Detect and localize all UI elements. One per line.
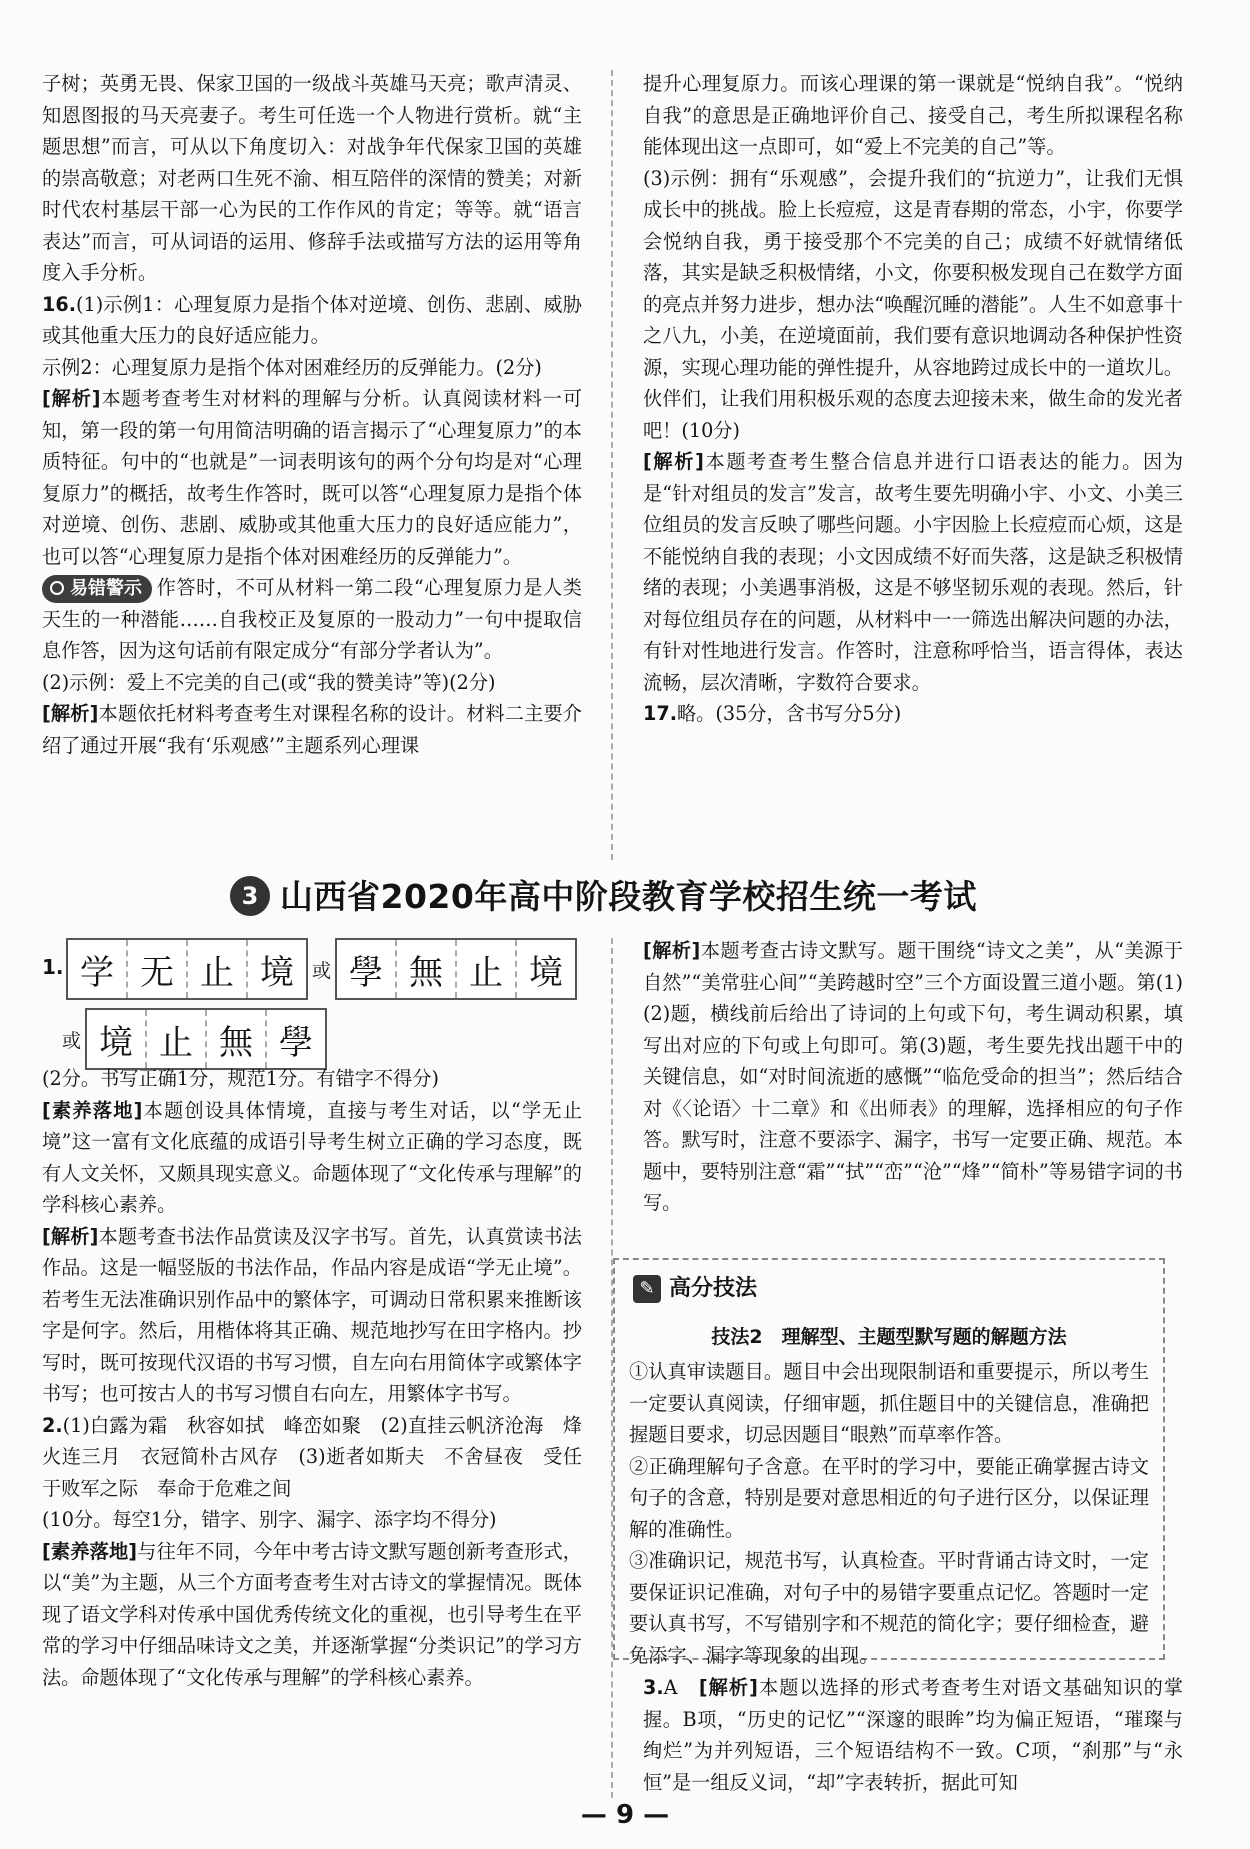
q17-answer (643, 698, 1183, 730)
q16-warning (42, 572, 582, 667)
analysis-tag: [解析] (698, 1676, 758, 1699)
q1-literacy (42, 1095, 582, 1221)
analysis-tag: [解析] (42, 1224, 99, 1248)
tip-point-3: ③准确识记，规范书写，认真检查。平时背诵古诗文时，一定要保证识记准确，对句子中的易错字要重点记忆。答题时一定要认真书写，不写错别字和不规范的简化字；要仔细检查，避免添字、漏字等现象的出现。 (629, 1549, 1149, 1667)
tip-box (613, 1258, 1165, 1667)
or-label: 或 (312, 959, 332, 982)
q1-literacy-text: 本题创设具体情境，直接与考生对话，以“学无止境”这一富有文化底蕴的成语引导考生树立正确的学习态度，既有人文关怀，又颇具现实意义。命题体现了“文化传承与理解”的学科核心素养。 (42, 1098, 583, 1216)
tip-header-label: 高分技法 (669, 1276, 758, 1301)
grid-cell: 境 (87, 1010, 147, 1068)
grid-cell: 學 (337, 940, 397, 998)
analysis-tag: [解析] (643, 450, 704, 473)
tip-point-1: ①认真审读题目。题目中会出现限制语和重要提示，所以考生一定要认真阅读，仔细审题，抓住题目中的关键信息，准确把握题目要求，切忌因题目“眼熟”而草率作答。 (629, 1360, 1149, 1446)
grid-cell: 止 (457, 940, 517, 998)
q2-analysis-text: 本题考查古诗文默写。题干围绕“诗文之美”，从“美源于自然”“美常驻心间”“美跨越时空”三个方面设置三道小题。第(1)(2)题，横线前后给出了诗词的上句或下句，考生调动积累，填写出对应的下句或上句即可。第(3)题，考生要先找出题干中的关键信息，如“对时间流逝的感慨”“临危受命的担当”；然后结合对《〈论语〉十二章》和《出师表》的理解，选择相应的句子作答。默写时，注意不要添字、漏字，书写一定要正确、规范。本题中，要特别注意“霜”“拭”“峦”“沧”“烽”“简朴”等易错字词的书写。 (643, 939, 1183, 1214)
q16-analysis (42, 383, 582, 572)
q2-score: (10分。每空1分，错字、别字、漏字、添字均不得分) (42, 1508, 497, 1531)
warning-label: 易错警示 (70, 578, 142, 599)
section-banner (230, 876, 1010, 926)
grid-cell: 无 (128, 940, 188, 998)
pin-icon (50, 581, 64, 595)
analysis-tag: [解析] (42, 387, 101, 410)
q3-number: 3. (643, 1676, 664, 1699)
q2-literacy-text: 与往年不同，今年中考古诗文默写题创新考查形式，以“美”为主题，从三个方面考查考生对古诗文的掌握情况。既体现了语文学科对传承中国优秀传统文化的重视，也引导考生在平常的学习中仔细品味诗文之美，并逐渐掌握“分类识记”的学习方法。命题体现了“文化传承与理解”的学科核心素养。 (42, 1539, 582, 1689)
q17-text: 略。(35分，含书写分5分) (677, 702, 902, 725)
q1-grid-row-2 (58, 1008, 327, 1070)
q17-number: 17. (643, 702, 677, 725)
grid-cell: 學 (267, 1010, 325, 1068)
q16-analysis-2-text: 本题依托材料考查考生对课程名称的设计。材料二主要介绍了通过开展“我有‘乐观感’”主题系列心理课 (42, 702, 582, 757)
literacy-tag: [素养落地] (42, 1098, 143, 1122)
tianzige-simplified (66, 938, 308, 1000)
q1-analysis (42, 1221, 582, 1410)
q3-analysis-text: 本题以选择的形式考查考生对语文基础知识的掌握。B项，“历史的记忆”“深邃的眼眸”均为偏正短语，“璀璨与绚烂”为并列短语，三个短语结构不一致。C项，“刹那”与“永恒”是一组反义词，“却”字表转折，据此可知 (643, 1676, 1184, 1794)
q16-analysis-3 (643, 446, 1183, 698)
q2-number: 2. (42, 1413, 63, 1437)
q16-analysis-3-text: 本题考查考生整合信息并进行口语表达的能力。因为是“针对组员的发言”发言，故考生要先明确小宇、小文、小美三位组员的发言反映了哪些问题。小宇因脸上长痘痘而心烦，这是不能悦纳自我的表现；小文因成绩不好而失落，这是缺乏积极情绪的表现；小美遇事消极，这是不够坚韧乐观的表现。然后，针对每位组员存在的问题，从材料中一一筛选出解决问题的办法，有针对性地进行发言。作答时，注意称呼恰当，语言得体，表达流畅，层次清晰，字数符合要求。 (643, 450, 1184, 694)
grid-cell: 止 (147, 1010, 207, 1068)
grid-cell: 無 (397, 940, 457, 998)
q16-answer-3: (3)示例：拥有“乐观感”，会提升我们的“抗逆力”，让我们无惧成长中的挑战。脸上长痘痘，这是青春期的常态，小宇，你要学会悦纳自我，勇于接受那个不完美的自己；成绩不好就情绪低落，其实是缺乏积极情绪，小文，你要积极发现自己在数学方面的亮点并努力进步，想办法“唤醒沉睡的潜能”。人生不如意事十之八九，小美，在逆境面前，我们要有意识地调动各种保护性资源，实现心理功能的弹性提升，从容地跨过成长中的一道坎儿。伙伴们，让我们用积极乐观的态度去迎接未来，做生命的发光者吧！(10分) (643, 166, 1183, 442)
tip-point-2: ②正确理解句子含意。在平时的学习中，要能正确掌握古诗文句子的含意，特别是要对意思相近的句子进行区分，以保证理解的准确性。 (629, 1454, 1149, 1541)
q1-grid-row-1 (66, 938, 577, 1000)
q16-answer-1 (42, 289, 582, 352)
continued-paragraph: 子树；英勇无畏、保家卫国的一级战斗英雄马天亮；歌声清灵、知恩图报的马天亮妻子。考生可任选一个人物进行赏析。就“主题思想”而言，可从以下角度切入：对战争年代保家卫国的英雄的崇高敬意；对老两口生死不渝、相互陪伴的深情的赞美；对新时代农村基层干部一心为民的工作作风的肯定；等等。就“语言表达”而言，可从词语的运用、修辞手法或描写方法的运用等角度入手分析。 (42, 72, 582, 284)
q3-choice: A (663, 1676, 678, 1699)
tip-header (633, 1272, 757, 1306)
pen-icon: ✎ (633, 1275, 661, 1303)
right-column-bottom (643, 935, 1183, 1219)
q16-number: 16. (42, 292, 76, 316)
tianzige-traditional (335, 938, 577, 1000)
tip-title: 技法2 理解型、主题型默写题的解题方法 (711, 1326, 1067, 1348)
q16-answer-2: (2)示例：爱上不完美的自己(或“我的赞美诗”等)(2分) (42, 670, 496, 694)
q2-answer (42, 1410, 582, 1505)
column-divider-top (611, 70, 613, 860)
tip-body (629, 1356, 1149, 1671)
grid-cell: 境 (248, 940, 306, 998)
section-number: 3 (230, 876, 270, 916)
tianzige-reversed (85, 1008, 327, 1070)
q2-analysis (643, 935, 1183, 1219)
right-column-top (643, 68, 1183, 730)
section-title: 山西省2020年高中阶段教育学校招生统一考试 (280, 877, 977, 916)
grid-cell: 学 (68, 940, 128, 998)
warning-text: 作答时，不可从材料一第二段“心理复原力是人类天生的一种潜能……自我校正及复原的一股动力”一句中提取信息作答，因为这句话前有限定成分“有部分学者认为”。 (42, 576, 582, 662)
literacy-tag: [素养落地] (42, 1539, 138, 1563)
q1-score: (2分。书写正确1分，规范1分。有错字不得分) (42, 1067, 439, 1090)
q16-example-1: (1)示例1：心理复原力是指个体对逆境、创伤、悲剧、威胁或其他重大压力的良好适应能力。 (42, 292, 582, 347)
or-label: 或 (62, 1029, 82, 1052)
q3-block (643, 1672, 1183, 1798)
left-column-bottom (42, 1063, 582, 1693)
q16-example-2: 示例2：心理复原力是指个体对困难经历的反弹能力。(2分) (42, 355, 542, 379)
q2-literacy (42, 1536, 582, 1694)
q3-answer (643, 1672, 1183, 1798)
q1-analysis-text: 本题考查书法作品赏读及汉字书写。首先，认真赏读书法作品。这是一幅竖版的书法作品，作品内容是成语“学无止境”。若考生无法准确识别作品中的繁体字，可调动日常积累来推断该字是何字。然后，用楷体将其正确、规范地抄写在田字格内。抄写时，既可按现代汉语的书写习惯，自左向右用简体字或繁体字书写；也可按古人的书写习惯自右向左，用繁体字书写。 (42, 1224, 582, 1405)
analysis-tag: [解析] (42, 702, 99, 725)
warning-badge (42, 575, 152, 603)
left-column-top (42, 68, 582, 761)
grid-cell: 境 (517, 940, 575, 998)
q1-number: 1. (42, 955, 64, 979)
grid-cell: 止 (188, 940, 248, 998)
q16-analysis-text: 本题考查考生对材料的理解与分析。认真阅读材料一可知，第一段的第一句用简洁明确的语言揭示了“心理复原力”的本质特征。句中的“也就是”一词表明该句的两个分句均是对“心理复原力”的概括，故考生作答时，既可以答“心理复原力是指个体对逆境、创伤、悲剧、威胁或其他重大压力的良好适应能力”，也可以答“心理复原力是指个体对困难经历的反弹能力”。 (42, 387, 583, 568)
q16-analysis-2 (42, 698, 582, 761)
page-number: — 9 — (580, 1800, 670, 1830)
analysis-tag: [解析] (643, 939, 701, 962)
continued-analysis: 提升心理复原力。而该心理课的第一课就是“悦纳自我”。“悦纳自我”的意思是正确地评价自己、接受自己，考生所拟课程名称能体现出这一点即可，如“爱上不完美的自己”等。 (643, 72, 1183, 158)
grid-cell: 無 (207, 1010, 267, 1068)
q2-answer-text: (1)白露为霜 秋容如拭 峰峦如聚 (2)直挂云帆济沧海 烽火连三月 衣冠简朴古风存 (3)逝者如斯夫 不舍昼夜 受任于败军之际 奉命于危难之间 (42, 1413, 582, 1500)
